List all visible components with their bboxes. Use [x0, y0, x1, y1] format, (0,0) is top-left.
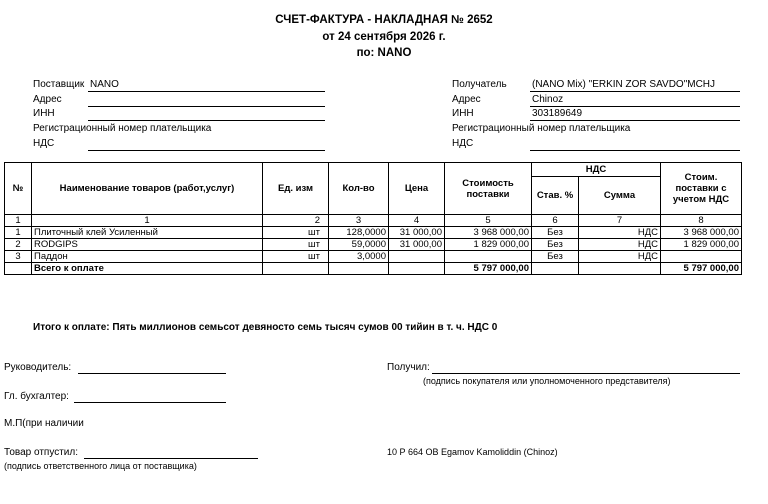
total-with-nds: 5 797 000,00 — [661, 263, 742, 275]
document-date: от 24 сентября 2026 г. — [322, 31, 446, 43]
items-table — [4, 162, 742, 275]
recipient-label: Получатель — [452, 79, 507, 90]
released-label: Товар отпустил: — [4, 447, 78, 458]
supplier-underline — [88, 91, 325, 92]
row-name: RODGIPS — [32, 239, 263, 251]
released-sign-line — [84, 458, 258, 459]
row-price — [389, 251, 445, 263]
header-name: Наименование товаров (работ,услуг) — [32, 163, 263, 215]
recipient-inn-value: 303189649 — [532, 108, 583, 119]
recipient-address-line — [530, 106, 740, 107]
col-number: 1 — [32, 215, 263, 227]
row-rate: Без — [532, 227, 579, 239]
col-number: 5 — [445, 215, 532, 227]
col-number: 8 — [661, 215, 742, 227]
row-total: 3 968 000,00 — [661, 227, 742, 239]
accountant-sign-line — [74, 402, 226, 403]
total-cost: 5 797 000,00 — [445, 263, 532, 275]
row-qty: 128,0000 — [329, 227, 389, 239]
header-total-cost: Стоим. поставки с учетом НДС — [661, 163, 742, 215]
document-by: по: NANO — [356, 47, 412, 59]
header-unit: Ед. изм — [263, 163, 329, 215]
table-row — [5, 251, 742, 263]
recipient-nds-label: НДС — [452, 138, 474, 149]
col-number: 6 — [532, 215, 579, 227]
row-rate: Без — [532, 239, 579, 251]
header-num: № — [5, 163, 32, 215]
header-cost: Стоимость поставки — [445, 163, 532, 215]
supplier-address-line — [88, 106, 325, 107]
recipient-value: (NANO Mix) "ERKIN ZOR SAVDO"MCHJ — [532, 79, 716, 90]
row-price: 31 000,00 — [389, 239, 445, 251]
received-label: Получил: — [387, 362, 430, 373]
received-note: (подпись покупателя или уполномоченного представителя) — [423, 376, 671, 386]
document-title: СЧЕТ-ФАКТУРА - НАКЛАДНАЯ № 2652 — [275, 14, 493, 26]
supplier-nds-line — [88, 150, 325, 151]
supplier-inn-line — [88, 120, 325, 121]
header-rate: Став. % — [532, 177, 579, 215]
director-label: Руководитель: — [4, 362, 72, 373]
col-number: 7 — [579, 215, 661, 227]
total-empty — [532, 263, 579, 275]
total-empty — [389, 263, 445, 275]
supplier-reg-label: Регистрационный номер плательщика — [33, 123, 212, 134]
row-unit: шт — [263, 239, 329, 251]
total-label: Всего к оплате — [32, 263, 263, 275]
row-qty: 59,0000 — [329, 239, 389, 251]
total-empty — [329, 263, 389, 275]
row-total: 1 829 000,00 — [661, 239, 742, 251]
header-nds: НДС — [532, 163, 661, 177]
recipient-address-label: Адрес — [452, 94, 481, 105]
proxy-info: 10 Р 664 ОВ Egamov Kamoliddin (Chinoz) — [387, 447, 558, 457]
supplier-label: Поставщик — [33, 79, 85, 90]
table-row — [5, 239, 742, 251]
row-num: 3 — [5, 251, 32, 263]
director-sign-line — [78, 373, 226, 374]
supplier-inn-label: ИНН — [33, 108, 55, 119]
total-empty — [579, 263, 661, 275]
row-unit: шт — [263, 251, 329, 263]
col-number: 2 — [263, 215, 329, 227]
row-name: Паддон — [32, 251, 263, 263]
row-unit: шт — [263, 227, 329, 239]
supplier-value: NANO — [90, 79, 119, 90]
row-cost — [445, 251, 532, 263]
recipient-nds-line — [530, 150, 740, 151]
stamp-label: М.П(при наличии — [4, 418, 84, 429]
supplier-address-label: Адрес — [33, 94, 62, 105]
total-row — [5, 263, 742, 275]
recipient-reg-label: Регистрационный номер плательщика — [452, 123, 631, 134]
row-sum: НДС — [579, 251, 661, 263]
header-qty: Кол-во — [329, 163, 389, 215]
recipient-underline — [530, 91, 740, 92]
header-sum: Сумма — [579, 177, 661, 215]
total-empty — [263, 263, 329, 275]
recipient-address-value: Chinoz — [532, 94, 564, 105]
row-num: 2 — [5, 239, 32, 251]
row-price: 31 000,00 — [389, 227, 445, 239]
row-name: Плиточный клей Усиленный — [32, 227, 263, 239]
recipient-inn-label: ИНН — [452, 108, 474, 119]
row-qty: 3,0000 — [329, 251, 389, 263]
table-row — [5, 227, 742, 239]
row-total — [661, 251, 742, 263]
accountant-label: Гл. бухгалтер: — [4, 391, 69, 402]
total-empty — [5, 263, 32, 275]
col-number: 1 — [5, 215, 32, 227]
col-number: 3 — [329, 215, 389, 227]
header-price: Цена — [389, 163, 445, 215]
supplier-nds-label: НДС — [33, 138, 55, 149]
total-in-words: Итого к оплате: Пять миллионов семьсот девяносто семь тысяч сумов 00 тийин в т. ч. НДС 0 — [33, 322, 498, 333]
row-cost: 3 968 000,00 — [445, 227, 532, 239]
row-num: 1 — [5, 227, 32, 239]
row-sum: НДС — [579, 227, 661, 239]
row-cost: 1 829 000,00 — [445, 239, 532, 251]
col-number: 4 — [389, 215, 445, 227]
received-sign-line — [432, 373, 740, 374]
recipient-inn-line — [530, 120, 740, 121]
released-note: (подпись ответственного лица от поставщика) — [4, 461, 197, 471]
row-sum: НДС — [579, 239, 661, 251]
row-rate: Без — [532, 251, 579, 263]
